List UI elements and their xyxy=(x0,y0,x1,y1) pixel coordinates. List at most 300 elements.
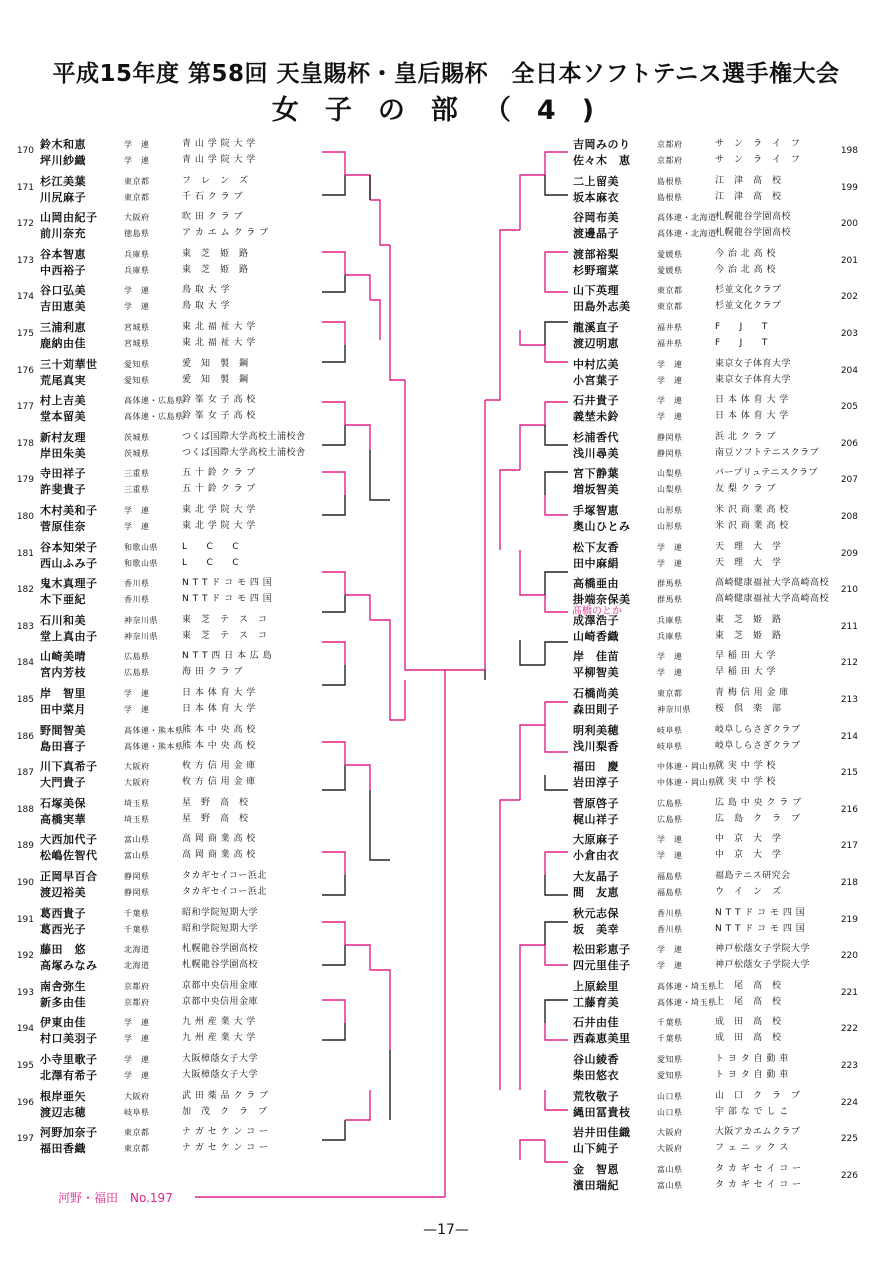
player-affiliation: 熊 本 中 央 高 校 xyxy=(182,724,256,735)
player-affiliation: 東 北 福 祉 大 学 xyxy=(182,338,256,348)
player-prefecture: 千葉県 xyxy=(124,908,150,918)
player-name: 金 智恩 xyxy=(573,1162,619,1176)
pair-number: 190 xyxy=(16,878,34,888)
player-prefecture: 高体連・北海道 xyxy=(657,229,717,239)
player-name: 荒牧敬子 xyxy=(573,1089,619,1103)
player-name: 福田 慶 xyxy=(573,760,619,774)
player-name: 杉浦香代 xyxy=(573,430,619,444)
player-name: 秋元志保 xyxy=(573,906,619,920)
player-affiliation: 札幌龍谷学園高校 xyxy=(715,212,792,223)
player-affiliation: 神戸松蔭女子学院大学 xyxy=(715,960,811,971)
pair-number: 206 xyxy=(840,438,858,449)
player-prefecture: 静岡県 xyxy=(657,448,683,458)
player-affiliation: N T T ド コ モ 四 国 xyxy=(715,907,806,918)
player-affiliation: 広 島 中 央 ク ラ ブ xyxy=(715,797,802,808)
player-prefecture: 山梨県 xyxy=(657,469,683,479)
player-prefecture: 学 連 xyxy=(124,286,150,296)
left-loser-lines xyxy=(322,175,345,1140)
page-number: —17— xyxy=(423,1222,469,1238)
player-prefecture: 山梨県 xyxy=(657,485,683,495)
player-affiliation: 千 石 ク ラ ブ xyxy=(182,191,243,202)
player-affiliation: 枚 方 信 用 金 庫 xyxy=(182,777,256,788)
player-affiliation: 高 岡 商 業 高 校 xyxy=(182,850,256,861)
player-name: 龍溪直子 xyxy=(573,321,619,334)
player-affiliation: 浜 北 ク ラ ブ xyxy=(715,431,776,442)
player-prefecture: 富山県 xyxy=(124,835,150,845)
player-affiliation: 東京女子体育大学 xyxy=(715,374,792,385)
player-name: 菅原佳奈 xyxy=(40,520,86,533)
player-name: 平柳智美 xyxy=(573,666,619,680)
player-name: 島田喜子 xyxy=(40,739,86,753)
player-name: 正岡早百合 xyxy=(40,870,98,883)
player-name: 浅川梨香 xyxy=(573,739,619,753)
right-loser-lines xyxy=(485,175,568,1023)
player-affiliation: 就 実 中 学 校 xyxy=(715,777,776,788)
player-name: 渡部裕梨 xyxy=(573,247,619,261)
player-prefecture: 山口県 xyxy=(657,1107,683,1117)
player-name: 手塚智恵 xyxy=(573,504,619,517)
player-prefecture: 兵庫県 xyxy=(124,265,150,275)
player-prefecture: 高体連・北海道 xyxy=(657,213,717,223)
player-affiliation: つくば国際大学高校土浦校舎 xyxy=(182,447,306,458)
player-prefecture: 大阪府 xyxy=(657,1144,683,1154)
player-prefecture: 広島県 xyxy=(124,652,150,662)
player-affiliation: 東 芝 姫 路 xyxy=(715,614,782,625)
player-prefecture: 北海道 xyxy=(124,945,150,955)
player-affiliation: 鈴 峯 女 子 高 校 xyxy=(182,395,256,406)
player-prefecture: 高体連・埼玉県 xyxy=(657,997,717,1007)
player-name: 明利美穂 xyxy=(573,723,619,737)
player-prefecture: 東京都 xyxy=(124,1128,150,1138)
footer-label: 河野・福田 No.197 xyxy=(58,1191,173,1205)
player-prefecture: 静岡県 xyxy=(657,432,683,442)
player-affiliation: つくば国際大学高校土浦校舎 xyxy=(182,431,306,442)
player-name: 許斐貴子 xyxy=(40,483,86,497)
player-name: 二上留美 xyxy=(573,174,619,188)
player-name: 奥山ひとみ xyxy=(573,520,631,533)
player-name: 宮下静葉 xyxy=(573,467,619,481)
player-prefecture: 学 連 xyxy=(657,945,683,955)
player-name: 松嶋佐智代 xyxy=(40,849,98,863)
player-name: 鬼木真理子 xyxy=(40,577,98,591)
player-affiliation: 南豆ソフトテニスクラブ xyxy=(715,447,820,458)
player-prefecture: 学 連 xyxy=(124,705,150,714)
player-name: 新多由佳 xyxy=(40,995,86,1009)
player-affiliation: 日 本 体 育 大 学 xyxy=(715,395,789,406)
player-name: 藤田 悠 xyxy=(40,943,86,957)
player-name: 葛西光子 xyxy=(40,922,86,936)
player-prefecture: 福井県 xyxy=(657,339,683,348)
player-affiliation: 青 山 学 院 大 学 xyxy=(182,155,256,165)
player-affiliation: 五 十 鈴 ク ラ ブ xyxy=(182,468,256,479)
player-affiliation: 神戸松蔭女子学院大学 xyxy=(715,944,811,955)
player-affiliation: 札幌龍谷学園高校 xyxy=(182,960,259,971)
player-prefecture: 京都府 xyxy=(124,981,150,991)
pair-number: 191 xyxy=(16,914,34,925)
player-affiliation: 吹 田 ク ラ ブ xyxy=(182,212,243,223)
player-prefecture: 愛知県 xyxy=(124,375,150,385)
player-affiliation: 東 芝 姫 路 xyxy=(182,248,249,259)
player-prefecture: 富山県 xyxy=(657,1164,683,1174)
player-name: 上原絵里 xyxy=(573,979,619,993)
player-affiliation: 上 尾 高 校 xyxy=(715,980,782,991)
player-prefecture: 学 連 xyxy=(124,689,150,698)
pair-number: 197 xyxy=(16,1134,34,1145)
player-prefecture: 学 連 xyxy=(124,1034,150,1044)
player-affiliation: 京都中央信用金庫 xyxy=(182,980,259,991)
player-affiliation: 東 芝 姫 路 xyxy=(715,630,782,641)
player-prefecture: 香川県 xyxy=(124,595,150,605)
player-prefecture: 千葉県 xyxy=(657,1034,683,1044)
player-name: 岩井田佳織 xyxy=(573,1126,631,1140)
player-affiliation: 岐阜しらさぎクラブ xyxy=(715,740,801,751)
player-name: 増坂智美 xyxy=(573,483,619,497)
player-name: 菅原啓子 xyxy=(573,796,619,810)
player-affiliation: 早 稲 田 大 学 xyxy=(715,651,776,662)
player-name: 三浦利恵 xyxy=(40,321,86,334)
player-name: 新村友理 xyxy=(40,430,86,444)
pair-number: 192 xyxy=(16,951,34,962)
player-prefecture: 千葉県 xyxy=(124,924,150,934)
player-prefecture: 群馬県 xyxy=(657,579,683,589)
player-prefecture: 高体連・熊本県 xyxy=(124,741,184,751)
player-prefecture: 高体連・埼玉県 xyxy=(657,981,717,991)
pair-number: 218 xyxy=(840,878,858,888)
player-prefecture: 学 連 xyxy=(124,506,150,515)
player-name: 間 友恵 xyxy=(573,886,619,899)
pair-number: 195 xyxy=(16,1061,34,1071)
player-affiliation: 成 田 高 校 xyxy=(715,1033,782,1044)
player-name: 伊東由佳 xyxy=(40,1016,86,1030)
player-affiliation: 友 梨 ク ラ ブ xyxy=(715,484,776,495)
player-affiliation: 愛 知 製 鋼 xyxy=(182,374,249,385)
player-name: 渡辺裕美 xyxy=(40,886,86,899)
player-name: 吉岡みのり xyxy=(573,138,631,151)
player-name: 梶山祥子 xyxy=(573,812,619,826)
player-affiliation: 江 津 高 校 xyxy=(715,175,782,186)
player-name: 谷岡布美 xyxy=(573,211,619,225)
player-prefecture: 学 連 xyxy=(657,558,683,568)
pair-number: 172 xyxy=(16,219,34,230)
pair-number: 215 xyxy=(840,768,858,779)
player-name: 堂上真由子 xyxy=(40,629,98,643)
pair-number: 223 xyxy=(840,1061,858,1071)
player-name: 川尻麻子 xyxy=(40,190,86,204)
pair-number: 204 xyxy=(840,365,858,376)
player-name: 福田香織 xyxy=(40,1142,86,1156)
player-prefecture: 学 連 xyxy=(657,542,683,552)
player-affiliation: N T T 西 日 本 広 島 xyxy=(182,651,273,662)
player-prefecture: 愛知県 xyxy=(657,1055,683,1064)
player-affiliation: 東 北 学 院 大 学 xyxy=(182,505,256,515)
player-affiliation: 星 野 高 校 xyxy=(182,797,249,808)
player-affiliation: 杉並文化クラブ xyxy=(715,301,782,312)
player-prefecture: 徳島県 xyxy=(124,229,150,239)
player-name: 石井由佳 xyxy=(573,1016,619,1030)
player-name: 中村広美 xyxy=(573,357,619,371)
player-name: 鈴木和恵 xyxy=(40,138,86,151)
pair-number: 182 xyxy=(16,585,34,596)
player-affiliation: 枚 方 信 用 金 庫 xyxy=(182,761,256,772)
player-affiliation: 大阪樟蔭女子大学 xyxy=(182,1070,259,1080)
player-name: 山崎香織 xyxy=(573,629,619,643)
pair-number: 198 xyxy=(840,146,858,156)
pair-number: 173 xyxy=(16,255,34,266)
player-affiliation: 米 沢 商 業 高 校 xyxy=(715,505,789,515)
player-prefecture: 学 連 xyxy=(124,1018,150,1028)
player-prefecture: 学 連 xyxy=(124,522,150,531)
player-prefecture: 中体連・岡山県 xyxy=(657,762,717,772)
player-affiliation: タカギセイコー浜北 xyxy=(182,871,267,881)
player-prefecture: 京都府 xyxy=(124,997,150,1007)
pair-number: 185 xyxy=(16,695,34,705)
player-prefecture: 大阪府 xyxy=(124,213,150,223)
pair-number: 203 xyxy=(840,329,858,339)
player-name: 石井貴子 xyxy=(573,394,619,408)
player-affiliation: N T T ド コ モ 四 国 xyxy=(182,594,273,605)
player-name: 小寺里歌子 xyxy=(40,1053,98,1066)
pair-number: 207 xyxy=(840,475,858,486)
pair-number: 199 xyxy=(840,182,858,193)
player-name: 河野加奈子 xyxy=(40,1126,98,1140)
player-prefecture: 学 連 xyxy=(124,1071,150,1080)
player-prefecture: 山形県 xyxy=(657,522,683,531)
player-affiliation: 中 京 大 学 xyxy=(715,834,782,845)
player-name: 三十苅華世 xyxy=(40,357,98,371)
player-affiliation: 天 理 大 学 xyxy=(715,557,782,568)
player-name: 岸 智里 xyxy=(40,687,86,700)
pair-number: 186 xyxy=(16,731,34,742)
pair-number: 224 xyxy=(840,1097,858,1108)
player-prefecture: 東京都 xyxy=(124,1144,150,1154)
player-name: 杉野瑠菜 xyxy=(573,263,619,277)
player-prefecture: 学 連 xyxy=(657,668,683,678)
player-affiliation: 山 口 ク ラ ブ xyxy=(715,1090,801,1101)
player-affiliation: 昭和学院短期大学 xyxy=(182,923,259,934)
player-name: 佐々木 恵 xyxy=(573,154,631,167)
player-name: 渡辺志穂 xyxy=(40,1105,86,1119)
player-name: 前川奈充 xyxy=(40,227,86,241)
player-affiliation: 高 岡 商 業 高 校 xyxy=(182,834,256,845)
player-name: 山岡由紀子 xyxy=(40,211,98,225)
player-name: 山下純子 xyxy=(573,1142,619,1156)
player-prefecture: 和歌山県 xyxy=(124,542,158,552)
pair-number: 180 xyxy=(16,512,34,522)
player-name: 石橋尚美 xyxy=(573,687,619,700)
pair-number: 205 xyxy=(840,402,858,413)
player-affiliation: 日 本 体 育 大 学 xyxy=(182,688,256,698)
player-name: 高橋亜由 xyxy=(573,577,619,591)
player-name: 義埜未鈴 xyxy=(573,410,619,424)
player-affiliation: タ カ ギ セ イ コ ー xyxy=(715,1179,802,1190)
pair-number: 222 xyxy=(840,1024,858,1035)
player-prefecture: 群馬県 xyxy=(657,595,683,605)
player-name: 坂 美幸 xyxy=(573,922,619,936)
player-prefecture: 京都府 xyxy=(657,156,683,165)
player-name: 掛端奈保美 xyxy=(573,593,631,607)
player-name: 森田則子 xyxy=(573,703,619,716)
player-prefecture: 学 連 xyxy=(657,375,683,385)
player-affiliation: フ ェ ニ ッ ク ス xyxy=(715,1143,789,1154)
player-name: 寺田祥子 xyxy=(40,467,86,481)
player-affiliation: 就 実 中 学 校 xyxy=(715,761,776,772)
player-affiliation: 星 野 高 校 xyxy=(182,813,249,824)
player-affiliation: 広 島 ク ラ ブ xyxy=(715,813,801,824)
pair-number: 210 xyxy=(840,585,858,596)
player-affiliation: 加 茂 ク ラ ブ xyxy=(182,1106,268,1117)
pair-number: 193 xyxy=(16,987,34,998)
pair-number: 188 xyxy=(16,804,34,815)
pair-number: 201 xyxy=(840,255,858,266)
player-affiliation: N T T ド コ モ 四 国 xyxy=(182,578,273,589)
player-affiliation: ア カ エ ム ク ラ ブ xyxy=(182,228,269,239)
player-prefecture: 学 連 xyxy=(124,140,150,149)
player-name: 松下友香 xyxy=(573,540,619,554)
player-prefecture: 宮城県 xyxy=(124,339,150,348)
player-name: 野間智美 xyxy=(40,723,86,737)
player-affiliation: 大阪樟蔭女子大学 xyxy=(182,1054,259,1064)
player-prefecture: 愛知県 xyxy=(124,359,150,369)
player-affiliation: 今 治 北 高 校 xyxy=(715,248,776,259)
player-affiliation: 日 本 体 育 大 学 xyxy=(182,704,256,714)
player-name: 山崎美晴 xyxy=(40,650,86,664)
player-name: 根岸亜矢 xyxy=(40,1089,86,1103)
player-prefecture: 埼玉県 xyxy=(124,814,150,824)
player-prefecture: 三重県 xyxy=(124,469,150,479)
player-prefecture: 東京都 xyxy=(124,176,150,186)
player-prefecture: 静岡県 xyxy=(124,872,150,881)
player-prefecture: 和歌山県 xyxy=(124,558,158,568)
player-affiliation: パープリュテニスクラブ xyxy=(715,468,819,479)
player-name: 田中菜月 xyxy=(40,703,86,716)
player-name: 鹿納由佳 xyxy=(40,337,86,350)
player-affiliation: 桜 倶 楽 部 xyxy=(715,704,782,714)
pair-number: 217 xyxy=(840,841,858,852)
player-affiliation: 武 田 薬 品 ク ラ ブ xyxy=(182,1090,269,1101)
player-prefecture: 神奈川県 xyxy=(657,705,691,714)
player-name: 西山ふみ子 xyxy=(40,556,98,570)
player-prefecture: 学 連 xyxy=(657,412,683,422)
player-affiliation: 宇 部 な で し こ xyxy=(715,1106,789,1117)
player-prefecture: 兵庫県 xyxy=(124,249,150,259)
player-prefecture: 香川県 xyxy=(657,908,683,918)
player-prefecture: 茨城県 xyxy=(124,432,150,442)
player-prefecture: 香川県 xyxy=(124,579,150,589)
player-prefecture: 北海道 xyxy=(124,961,150,971)
player-prefecture: 大阪府 xyxy=(124,778,150,788)
player-affiliation: 愛 知 製 鋼 xyxy=(182,358,249,369)
pair-number: 209 xyxy=(840,548,858,559)
player-prefecture: 福島県 xyxy=(657,872,683,881)
page-title: 平成15年度 第58回 天皇賜杯・皇后賜杯 全日本ソフトテニス選手権大会 xyxy=(52,61,840,87)
player-affiliation: サ ン ラ イ フ xyxy=(715,139,801,149)
player-name: 北澤有希子 xyxy=(40,1069,98,1082)
player-name: 田中麻絹 xyxy=(573,556,619,570)
player-affiliation: N T T ド コ モ 四 国 xyxy=(715,923,806,934)
player-name: 坪川紗織 xyxy=(40,154,86,167)
player-name: 坂本麻衣 xyxy=(573,190,619,204)
player-prefecture: 兵庫県 xyxy=(657,631,683,641)
player-name: 谷山綾香 xyxy=(573,1053,619,1066)
player-name: 中西裕子 xyxy=(40,263,86,277)
player-name: 浅川尋美 xyxy=(573,446,619,460)
player-prefecture: 茨城県 xyxy=(124,448,150,458)
player-affiliation: 五 十 鈴 ク ラ ブ xyxy=(182,484,256,495)
player-prefecture: 兵庫県 xyxy=(657,615,683,625)
player-affiliation: 大阪アカエムクラブ xyxy=(715,1127,801,1138)
pair-number: 171 xyxy=(16,182,34,193)
player-name: 谷本智恵 xyxy=(40,247,86,261)
player-affiliation: ナ ガ セ ケ ン コ ー xyxy=(182,1143,269,1154)
player-affiliation: 九 州 産 業 大 学 xyxy=(182,1033,256,1044)
pair-number: 177 xyxy=(16,402,34,413)
player-prefecture: 京都府 xyxy=(657,140,683,149)
player-prefecture: 大阪府 xyxy=(657,1128,683,1138)
pair-number: 189 xyxy=(16,841,34,852)
player-prefecture: 高体連・広島県 xyxy=(124,396,184,406)
player-affiliation: 今 治 北 高 校 xyxy=(715,264,776,275)
pair-number: 214 xyxy=(840,731,858,742)
player-prefecture: 広島県 xyxy=(657,798,683,808)
player-prefecture: 学 連 xyxy=(657,851,683,861)
player-prefecture: 福島県 xyxy=(657,888,683,897)
pair-number: 174 xyxy=(16,292,34,303)
player-name: 村口美羽子 xyxy=(40,1032,98,1046)
player-name: 荒尾真実 xyxy=(40,373,86,387)
page-subtitle: 女子の部（4) xyxy=(271,95,621,126)
player-affiliation: 九 州 産 業 大 学 xyxy=(182,1017,256,1028)
player-prefecture: 学 連 xyxy=(124,302,150,312)
player-prefecture: 東京都 xyxy=(657,689,683,698)
player-name: 高橋実華 xyxy=(40,812,86,826)
player-affiliation: 札幌龍谷学園高校 xyxy=(715,228,792,239)
player-affiliation: 東 芝 テ ス コ xyxy=(182,630,268,641)
player-name: 工藤育美 xyxy=(573,995,619,1009)
player-prefecture: 富山県 xyxy=(124,851,150,861)
player-prefecture: 香川県 xyxy=(657,924,683,934)
pair-number: 213 xyxy=(840,695,858,705)
player-affiliation: 日 本 体 育 大 学 xyxy=(715,411,789,422)
player-affiliation: 鳥 取 大 学 xyxy=(182,301,231,312)
player-prefecture: 愛知県 xyxy=(657,1071,683,1080)
player-affiliation: 昭和学院短期大学 xyxy=(182,907,259,918)
player-affiliation: ト ヨ タ 自 動 車 xyxy=(715,1054,789,1064)
player-affiliation: 天 理 大 学 xyxy=(715,541,782,552)
player-name: 木下亜紀 xyxy=(40,593,86,607)
player-affiliation: 中 京 大 学 xyxy=(715,850,782,861)
player-name: 大西加代子 xyxy=(40,833,98,847)
player-affiliation: タカギセイコー浜北 xyxy=(182,887,267,897)
pair-number: 179 xyxy=(16,475,34,486)
pair-number: 208 xyxy=(840,512,858,522)
pair-number: 170 xyxy=(16,146,34,156)
player-name: 木村美和子 xyxy=(40,504,98,517)
player-affiliation: 青 山 学 院 大 学 xyxy=(182,139,256,149)
player-name: 川下真希子 xyxy=(40,760,98,774)
pair-number: 212 xyxy=(840,658,858,669)
player-prefecture: 東京都 xyxy=(657,302,683,312)
player-prefecture: 大阪府 xyxy=(124,1091,150,1101)
player-name: 渡辺明恵 xyxy=(573,337,619,350)
player-name: 高塚みなみ xyxy=(40,959,98,973)
player-prefecture: 学 連 xyxy=(124,1055,150,1064)
pair-number: 211 xyxy=(840,621,858,632)
player-prefecture: 愛媛県 xyxy=(657,249,683,259)
player-prefecture: 島根県 xyxy=(657,192,683,202)
player-name: 石塚美保 xyxy=(40,796,86,810)
left-round2-lines xyxy=(195,175,445,1197)
player-name: 四元里佳子 xyxy=(573,959,631,973)
